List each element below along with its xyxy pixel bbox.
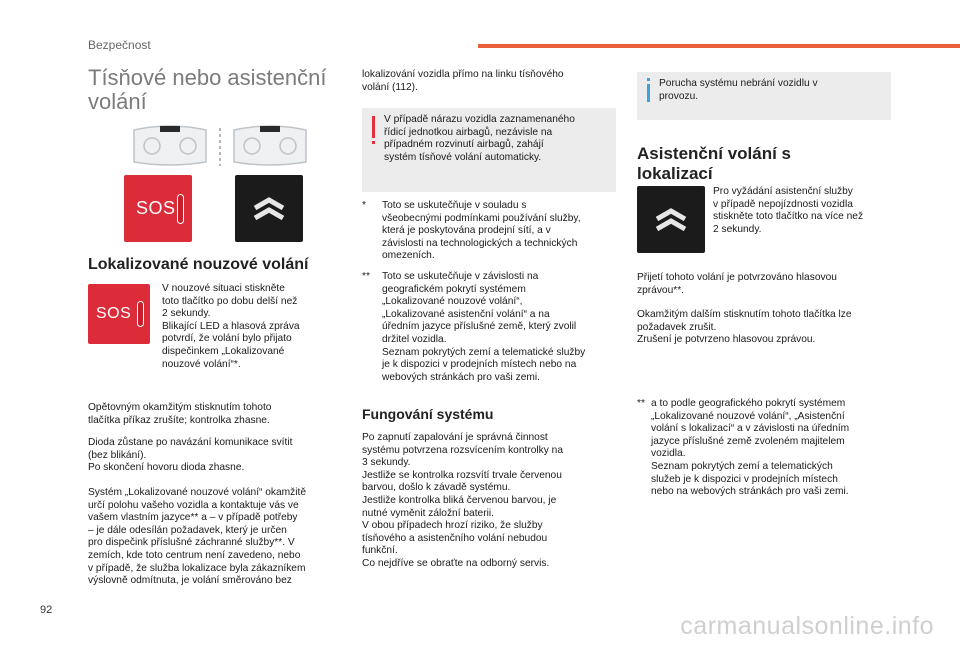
footnote-2: [362, 271, 618, 384]
citroen-chevron-icon: [235, 175, 303, 242]
sos-led-icon: [177, 194, 184, 224]
system-operation-text: Po zapnutí zapalování je správná činnost systému potvrzena rozsvícením kontrolky na 3 sekundy. Jestliže se kontrolka rozsvítí trvale červenou barvou, došlo k závadě systému. Jestliže kontrolka bliká červenou barvou, je nutné vyměnit záložní baterii. V obou případech hrozí riziko, že služby tísňového a asistenčního volání nebudou funkční. Co nejdříve se obraťte na odborný servis.: [362, 432, 563, 569]
warning-exclamation-icon: [372, 116, 375, 138]
section-label: Bezpečnost: [88, 38, 151, 52]
warning-text: V případě nárazu vozidla zaznamenaného řídicí jednotkou airbagů, nezávisle na případném rozvinutí airbagů, zahájí systém tísňové volání automaticky.: [384, 114, 575, 163]
sos-led-icon-small: [137, 301, 144, 327]
col1-paragraph-1: Opětovným okamžitým stisknutím tohoto tlačítka příkaz zrušíte; kontrolka zhasne.: [88, 402, 272, 426]
col3-body: [637, 272, 893, 357]
col2-footnotes: [362, 200, 618, 392]
heading-assistance-call: Asistenční volání s lokalizací: [637, 144, 791, 183]
page-title: Tísňové nebo asistenční volání: [88, 65, 327, 114]
footnote-1-mark: *: [362, 200, 366, 211]
info-callout: [637, 72, 891, 120]
footnote-3-mark: **: [637, 398, 645, 409]
info-text: Porucha systému nebrání vozidlu v provozu.: [659, 78, 818, 102]
col1-body: [88, 402, 348, 598]
assistance-button-small: [637, 186, 705, 253]
watermark: carmanualsonline.info: [680, 612, 934, 640]
footnote-3-text: a to podle geografického pokrytí systémem „Lokalizované nouzové volání“, „Asistenční volání s lokalizací“ a v závislosti na úředním jazyce příslušné země zvoleném majitelem vozidla. Seznam pokrytých zemí a telematických služeb je k dispozici v prodejních místech nebo na webových stránkách pro vaši zemi.: [651, 398, 850, 498]
col2-body: [362, 432, 618, 581]
warning-exclamation-dot: [372, 141, 375, 144]
assistance-button-large: [235, 175, 303, 242]
warning-callout: [362, 108, 616, 192]
col2-continuation-text: lokalizování vozidla přímo na linku tísňového volání (112).: [362, 69, 564, 93]
col3-paragraph-1: Přijetí tohoto volání je potvrzováno hlasovou zprávou**.: [637, 272, 837, 296]
col1-paragraph-3: Systém „Lokalizované nouzové volání“ okamžitě určí polohu vašeho vozidla a kontaktuje vás ve vašem vlastním jazyce** a – v případě potřeby – je dále odesílán požadavek, který je určen pro dispečink příslušné záchranné služby**. V zemích, kde toto centrum není zavedeno, nebo v případě, že služba lokalizace byla zákazníkem výslovně odmítnuta, je volání směrováno bez: [88, 486, 307, 587]
sos-button-large: [124, 175, 192, 242]
citroen-chevron-icon-small: [637, 186, 705, 253]
footnote-1-text: Toto se uskutečňuje v souladu s všeobecnými podmínkami používání služby, která je poskytována prodejní sítí, a v závislosti na technologických a technických omezeních.: [382, 200, 581, 262]
col2-continuation: [362, 69, 612, 104]
header-accent-rule: [478, 44, 960, 48]
col3-paragraph-2: Okamžitým dalším stisknutím tohoto tlačítka lze požadavek zrušit. Zrušení je potvrzeno hlasovou zprávou.: [637, 309, 852, 346]
sos-button-small: [88, 284, 150, 344]
heading-emergency-call: Lokalizované nouzové volání: [88, 256, 309, 273]
col3-footnote: [637, 398, 895, 507]
heading-system-operation: Fungování systému: [362, 406, 494, 422]
info-icon: [647, 84, 650, 102]
col1-paragraph-2: Dioda zůstane po navázání komunikace svítit (bez blikání). Po skončení hovoru dioda zhasne.: [88, 437, 293, 474]
emergency-intro-text: V nouzové situaci stiskněte toto tlačítko po dobu delší než 2 sekundy. Blikající LED a hlasová zpráva potvrdí, že volání bylo přijato dispečinkem „Lokalizované nouzové volání“*.: [162, 283, 300, 370]
footnote-1: [362, 200, 618, 263]
footnote-2-mark: **: [362, 270, 370, 282]
assistance-intro: [713, 186, 893, 246]
sos-label-small: SOS: [96, 305, 132, 322]
page-number: 92: [40, 604, 53, 616]
assistance-intro-text: Pro vyžádání asistenční služby v případě nepojízdnosti vozidla stiskněte toto tlačítko na více než 2 sekundy.: [713, 186, 864, 235]
footnote-3: [637, 398, 895, 499]
footnote-2-text: Toto se uskutečňuje v závislosti na geografickém pokrytí systémem „Lokalizované nouzové volání“, „Lokalizované asistenční volání“ a na úředním jazyce příslušné země, který zvolil držitel vozidla. Seznam pokrytých zemí a telematické služby je k dispozici v prodejních místech nebo na webových stránkách pro vaši zemi.: [382, 270, 586, 383]
emergency-intro: [162, 283, 342, 381]
roof-console-illustration: [130, 124, 310, 170]
info-i-dot: [647, 78, 650, 81]
sos-label: SOS: [136, 198, 176, 218]
